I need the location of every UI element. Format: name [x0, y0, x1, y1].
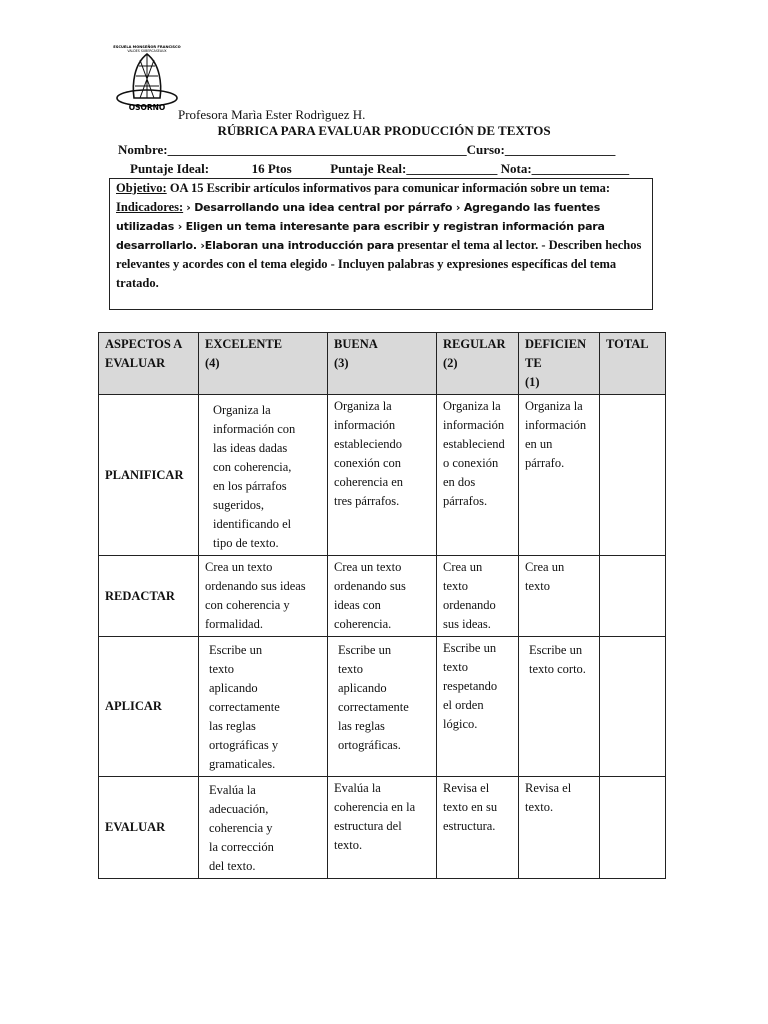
header-excelente: EXCELENTE (4)	[199, 333, 328, 395]
buena-cell: Organiza la información estableciendo conexión con coherencia en tres párrafos.	[334, 399, 404, 508]
objetivo-box	[109, 178, 653, 310]
aspect-cell: APLICAR	[99, 637, 199, 777]
header-deficiente: DEFICIEN TE (1)	[519, 333, 600, 395]
rubric-table	[98, 332, 666, 879]
nombre-line	[118, 142, 615, 158]
regular-cell: Escribe un texto respetando el orden lógico.	[443, 641, 498, 731]
header-aspectos: ASPECTOS A EVALUAR	[99, 333, 199, 395]
puntaje-ideal-label: Puntaje Ideal:	[130, 161, 210, 176]
aspect-cell: EVALUAR	[99, 777, 199, 879]
excelente-cell: Crea un texto ordenando sus ideas con coherencia y formalidad.	[205, 560, 306, 631]
teacher-name: Profesora Marìa Ester Rodrìguez H.	[178, 107, 366, 122]
header-regular: REGULAR (2)	[437, 333, 519, 395]
puntaje-real-label: Puntaje Real:	[330, 161, 407, 176]
svg-text:VALDES SUBERCASEAUX: VALDES SUBERCASEAUX	[127, 49, 167, 53]
puntaje-ideal-value: 16 Ptos	[251, 161, 292, 176]
aspect-cell: PLANIFICAR	[99, 395, 199, 556]
regular-cell: Organiza la información estableciend o conexión en dos párrafos.	[443, 399, 505, 508]
total-cell[interactable]	[600, 777, 666, 879]
nombre-field[interactable]: ______________________________________________	[167, 142, 467, 157]
table-row	[99, 395, 666, 556]
puntaje-real-field[interactable]: ______________	[406, 161, 498, 176]
table-row	[99, 556, 666, 637]
puntaje-line	[130, 161, 629, 177]
indicadores-rest: presentar el tema al lector. - Describen hechos relevantes y acordes con el tema elegido - Incluyen palabras y expresiones específicas del tema tratado.	[116, 238, 642, 290]
deficiente-cell: Escribe un texto corto.	[529, 643, 586, 676]
nombre-label: Nombre:	[118, 142, 168, 157]
buena-cell: Crea un texto ordenando sus ideas con coherencia.	[334, 560, 406, 631]
header-total: TOTAL	[600, 333, 666, 395]
excelente-cell: Evalúa la adecuación, coherencia y la corrección del texto.	[209, 783, 274, 873]
total-cell[interactable]	[600, 395, 666, 556]
total-cell[interactable]	[600, 556, 666, 637]
indicadores-label: Indicadores:	[116, 200, 184, 214]
logo-text-bottom: OSORNO	[128, 103, 166, 112]
header-buena: BUENA (3)	[328, 333, 437, 395]
objetivo-text: OA 15 Escribir artículos informativos para comunicar información sobre un tema:	[169, 181, 611, 195]
excelente-cell: Escribe un texto aplicando correctamente las reglas ortográficas y gramaticales.	[209, 643, 280, 771]
document-title: RÚBRICA PARA EVALUAR PRODUCCIÓN DE TEXTOS	[217, 123, 551, 138]
deficiente-cell: Organiza la información en un párrafo.	[525, 399, 587, 470]
deficiente-cell: Revisa el texto.	[525, 781, 572, 814]
objetivo-label: Objetivo:	[116, 181, 167, 195]
indicadores-text: › Desarrollando una idea central por párrafo › Agregando las fuentes utilizadas › Eligen un tema interesante para escribir y registran información para desarrollarlo. ›Elaboran una introducción para	[116, 201, 605, 252]
aspect-cell: REDACTAR	[99, 556, 199, 637]
nota-field[interactable]: _______________	[531, 161, 630, 176]
buena-cell: Evalúa la coherencia en la estructura del texto.	[334, 781, 416, 852]
buena-cell: Escribe un texto aplicando correctamente las reglas ortográficas.	[338, 643, 409, 752]
table-row	[99, 777, 666, 879]
curso-field[interactable]: _________________	[504, 142, 616, 157]
table-header-row	[99, 333, 666, 395]
curso-label: Curso:	[466, 142, 505, 157]
school-logo	[112, 40, 182, 112]
table-row	[99, 637, 666, 777]
regular-cell: Crea un texto ordenando sus ideas.	[443, 560, 496, 631]
logo-text-top: ESCUELA MONSEÑOR FRANCISCO	[113, 45, 181, 49]
nota-label: Nota:	[500, 161, 532, 176]
deficiente-cell: Crea un texto	[525, 560, 565, 593]
excelente-cell: Organiza la información con las ideas dadas con coherencia, en los párrafos sugeridos, identificando el tipo de texto.	[213, 403, 296, 550]
regular-cell: Revisa el texto en su estructura.	[443, 781, 498, 833]
total-cell[interactable]	[600, 637, 666, 777]
